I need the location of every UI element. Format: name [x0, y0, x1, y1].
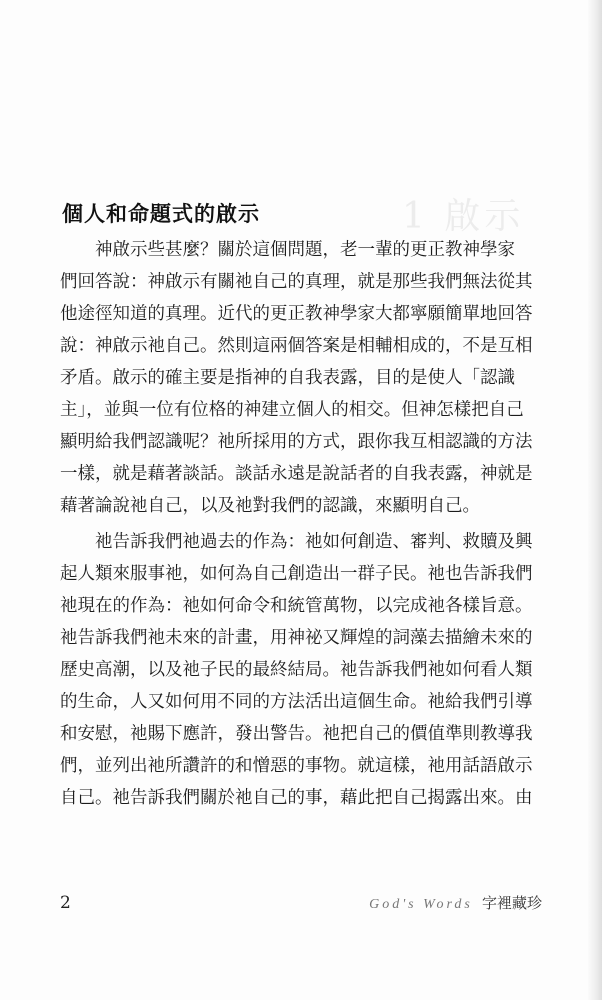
- page-edge-shadow: [588, 0, 602, 1000]
- text-line: 們回答說：神啟示有關祂自己的真理，就是那些我們無法從其: [60, 272, 533, 292]
- text-line: 起人類來服事祂，如何為自己創造出一群子民。祂也告訴我們: [60, 564, 533, 584]
- text-line: 主」，並與一位有位格的神建立個人的相交。但神怎樣把自己: [60, 400, 524, 420]
- paragraph-2: [60, 526, 546, 814]
- text-line: 自己。祂告訴我們關於祂自己的事，藉此把自己揭露出來。由: [60, 788, 533, 808]
- page-footer: [60, 890, 542, 916]
- text-line: 祂現在的作為：祂如何命令和統管萬物，以完成祂各樣旨意。: [60, 596, 533, 616]
- text-line: 祂告訴我們祂過去的作為：祂如何創造、審判、救贖及興: [60, 532, 533, 552]
- text-line: 一樣，就是藉著談話。談話永遠是說話者的自我表露，神就是: [60, 464, 533, 484]
- section-heading: 個人和命題式的啟示: [62, 202, 260, 226]
- text-line: 們，並列出祂所讚許的和憎惡的事物。就這樣，祂用話語啟示: [60, 756, 533, 776]
- text-line: 藉著論說祂自己，以及祂對我們的認識，來顯明自己。: [60, 496, 480, 516]
- running-title-chinese: 字裡藏珍: [481, 894, 542, 912]
- text-line: 祂告訴我們祂未來的計畫，用神祕又輝煌的詞藻去描繪未來的: [60, 628, 533, 648]
- text-line: 歷史高潮，以及祂子民的最終結局。祂告訴我們祂如何看人類: [60, 660, 533, 680]
- running-title-english: God's Words: [369, 897, 473, 912]
- text-line: 顯明給我們認識呢？祂所採用的方式，跟你我互相認識的方法: [60, 432, 533, 452]
- text-line: 說：神啟示祂自己。然則這兩個答案是相輔相成的，不是互相: [60, 336, 533, 356]
- text-line: 的生命，人又如何用不同的方法活出這個生命。祂給我們引導: [60, 692, 533, 712]
- running-title: [369, 890, 542, 918]
- body-text: [60, 234, 546, 814]
- text-line: 他途徑知道的真理。近代的更正教神學家大都寧願簡單地回答: [60, 304, 533, 324]
- text-line: 神啟示些甚麼？關於這個問題，老一輩的更正教神學家: [60, 240, 515, 260]
- show-through-chapter-title: 1 啟示: [402, 196, 525, 237]
- paragraph-1: [60, 234, 546, 522]
- text-line: 和安慰，祂賜下應許，發出警告。祂把自己的價值準則教導我: [60, 724, 533, 744]
- page-number: 2: [60, 893, 71, 913]
- text-line: 矛盾。啟示的確主要是指神的自我表露，目的是使人「認識: [60, 368, 515, 388]
